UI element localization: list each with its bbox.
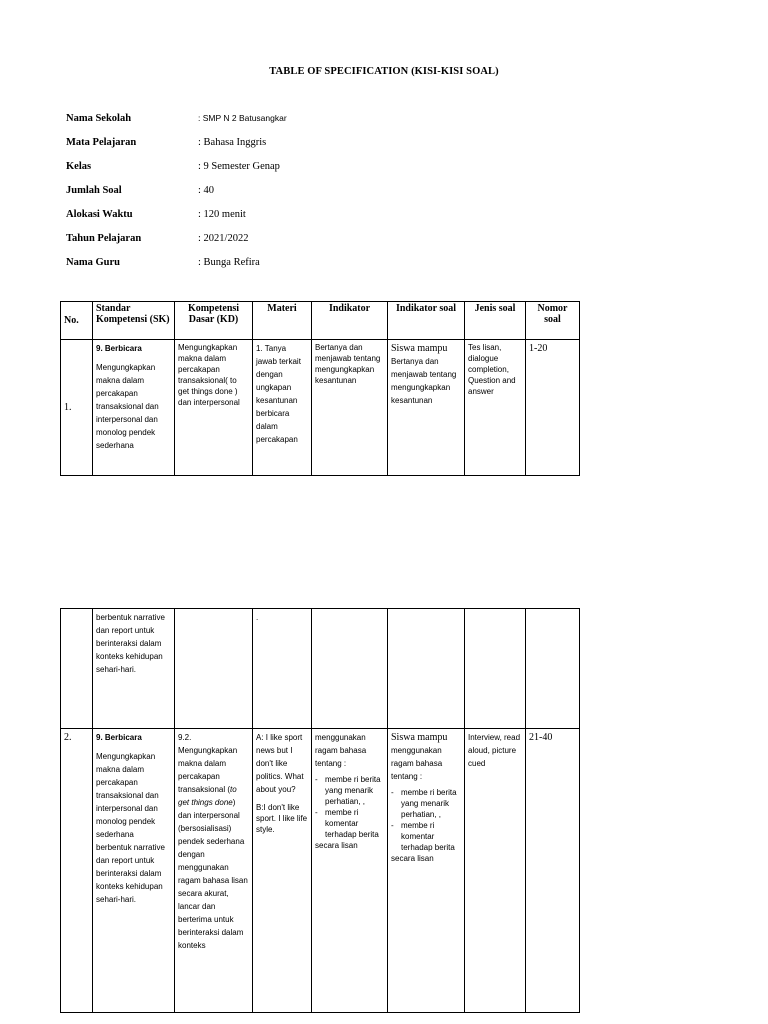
header-no: No. (61, 302, 93, 340)
header-nomor-soal: Nomor soal (526, 302, 580, 340)
table-row (61, 340, 580, 476)
cell-nomor-soal: 21-40 (526, 729, 580, 1013)
cell-indikator-soal (388, 609, 465, 729)
kd-text-a: Mengungkapkan makna dalam percakapan transaksional ( (178, 746, 238, 794)
indikator-soal-text: Bertanya dan menjawab tentang mengungkapkan kesantunan (391, 357, 457, 405)
table-row (61, 729, 580, 1013)
sk-text: Mengungkapkan makna dalam percakapan transaksional dan interpersonal dan monolog pendek sederhana berbentuk narrative dan report untuk berinteraksi dalam konteks kehidupan sehari-hari. (96, 752, 165, 904)
header-indikator-soal: Indikator soal (388, 302, 465, 340)
kd-text (178, 744, 249, 952)
info-label: Nama Guru (66, 257, 120, 268)
info-value: : 9 Semester Genap (198, 161, 280, 172)
info-row-subject (66, 137, 626, 161)
info-value: : 120 menit (198, 209, 246, 220)
kd-text-italic: to get things done (178, 785, 237, 807)
cell-indikator (312, 729, 388, 1013)
materi-dialogue-b: B:I don't like sport. I like life style. (256, 803, 308, 834)
indikator-soal-text: menggunakan ragam bahasa tentang : (391, 746, 443, 781)
sk-title: 9. Berbicara (96, 733, 142, 742)
info-block (66, 113, 626, 281)
materi-dialogue-a: A: I like sport news but I don't like politics. What about you? (256, 733, 304, 794)
sk-title: 9. Berbicara (96, 344, 142, 353)
indikator-soal-lead: Siswa mampu (391, 343, 448, 354)
cell-indikator (312, 609, 388, 729)
header-materi: Materi (253, 302, 312, 340)
info-row-class (66, 161, 626, 185)
info-value: : Bunga Refira (198, 257, 260, 268)
indikator-bullet: - membe ri berita yang menarik perhatian, , (315, 774, 384, 807)
indikator-lead: menggunakan ragam bahasa tentang : (315, 733, 367, 768)
info-label: Mata Pelajaran (66, 137, 137, 148)
header-kd: Kompetensi Dasar (KD) (175, 302, 253, 340)
header-indikator: Indikator (312, 302, 388, 340)
cell-materi: 1. Tanya jawab terkait dengan ungkapan kesantunan berbicara dalam percakapan (253, 340, 312, 476)
info-label: Jumlah Soal (66, 185, 122, 196)
indikator-bullet: - membe ri komentar terhadap berita (315, 807, 384, 840)
cell-indikator: Bertanya dan menjawab tentang mengungkapkan kesantunan (312, 340, 388, 476)
cell-indikator-soal (388, 729, 465, 1013)
info-row-question-count (66, 185, 626, 209)
info-value: : 40 (198, 185, 215, 196)
cell-nomor-soal (526, 609, 580, 729)
cell-nomor-soal: 1-20 (526, 340, 580, 476)
info-label: Tahun Pelajaran (66, 233, 142, 244)
header-sk: Standar Kompetensi (SK) (93, 302, 175, 340)
cell-sk: berbentuk narrative dan report untuk berinteraksi dalam konteks kehidupan sehari-hari. (93, 609, 175, 729)
cell-kd (175, 729, 253, 1013)
info-label: Alokasi Waktu (66, 209, 133, 220)
info-value: : SMP N 2 Batusangkar (198, 113, 287, 123)
sk-text: Mengungkapkan makna dalam percakapan transaksional dan interpersonal dan monolog pendek sederhana (96, 363, 159, 450)
cell-materi (253, 729, 312, 1013)
cell-sk (93, 340, 175, 476)
cell-no (61, 609, 93, 729)
cell-sk (93, 729, 175, 1013)
info-row-teacher (66, 257, 626, 281)
table-header-row (61, 302, 580, 340)
indikator-soal-tail: secara lisan (391, 854, 434, 863)
info-label: Nama Sekolah (66, 113, 132, 124)
indikator-tail: secara lisan (315, 841, 358, 850)
cell-indikator-soal (388, 340, 465, 476)
header-jenis-soal: Jenis soal (465, 302, 526, 340)
cell-no: 1. (61, 340, 93, 476)
spec-table-top (60, 301, 580, 476)
cell-materi: . (253, 609, 312, 729)
cell-kd: Mengungkapkan makna dalam percakapan transaksional( to get things done ) dan interpersonal (175, 340, 253, 476)
kd-title: 9.2. (178, 733, 192, 742)
document-title: TABLE OF SPECIFICATION (KISI-KISI SOAL) (269, 66, 499, 77)
cell-jenis-soal: Tes lisan, dialogue completion, Question and answer (465, 340, 526, 476)
table-row (61, 609, 580, 729)
info-value: : Bahasa Inggris (198, 137, 267, 148)
indikator-soal-lead: Siswa mampu (391, 732, 448, 743)
info-row-school (66, 113, 626, 137)
cell-jenis-soal: Interview, read aloud, picture cued (465, 729, 526, 1013)
cell-kd (175, 609, 253, 729)
info-row-year (66, 233, 626, 257)
cell-jenis-soal (465, 609, 526, 729)
spec-table-bottom (60, 608, 580, 1013)
info-value: : 2021/2022 (198, 233, 249, 244)
info-row-time (66, 209, 626, 233)
kd-text-b: ) dan interpersonal (bersosialisasi) pendek sederhana dengan menggunakan ragam bahasa lisan secara akurat, lancar dan berterima untuk berinteraksi dalam konteks (178, 798, 248, 950)
info-label: Kelas (66, 161, 92, 172)
indikator-soal-bullet: - membe ri komentar terhadap berita (391, 820, 461, 853)
cell-no: 2. (61, 729, 93, 1013)
indikator-soal-bullet: - membe ri berita yang menarik perhatian, , (391, 787, 461, 820)
